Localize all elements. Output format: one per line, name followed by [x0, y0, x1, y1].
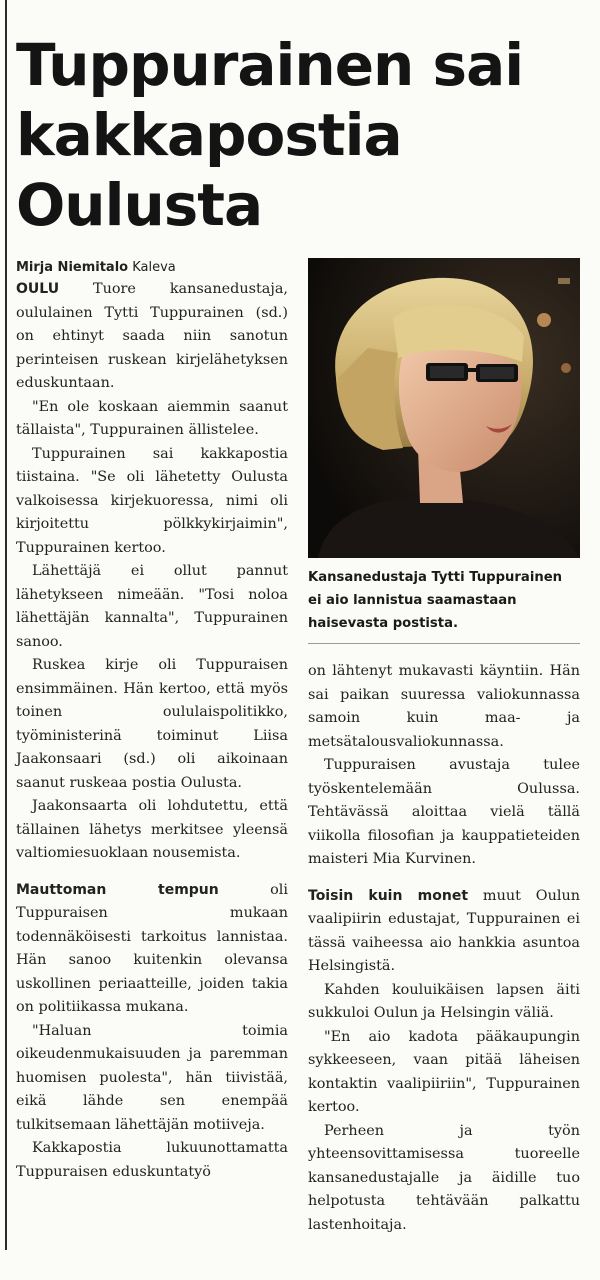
subhead-lead: Toisin kuin monet	[308, 887, 469, 904]
paragraph: Perheen ja työn yhteensovittamisessa tuoreelle kansanedustajalle ja äidille tuo helpotusta tehtävään palkattu lastenhoitaja.	[308, 1122, 580, 1233]
byline	[16, 258, 288, 278]
paragraph: Kakkapostia lukuunottamatta Tuppuraisen eduskuntatyö	[16, 1140, 288, 1180]
paragraph	[16, 879, 288, 1020]
paragraph: Lähettäjä ei ollut pannut lähetykseen nimeään. "Tosi noloa lähettäjän kannalta", Tuppurainen sanoo.	[16, 563, 288, 650]
subhead-lead: Mauttoman tempun	[16, 881, 219, 898]
paragraph	[308, 885, 580, 979]
caption-divider	[308, 643, 580, 644]
paragraph: "En aio kadota pääkaupungin sykkeeseen, vaan pitää läheisen kontaktin vaalipiiriin", Tuppurainen kertoo.	[308, 1028, 580, 1115]
paragraph: "En ole koskaan aiemmin saanut tällaista", Tuppurainen ällistelee.	[16, 398, 288, 438]
article-column-2	[308, 660, 580, 1237]
headline: Tuppurainen sai kakkapostia Oulusta	[16, 31, 524, 239]
paragraph: Ruskea kirje oli Tuppuraisen ensimmäinen. Hän kertoo, että myös toinen oululaispolitikko, työministerinä toiminut Liisa Jaakonsaari (sd.) oli aikoinaan saanut ruskeaa postia Oulusta.	[16, 657, 288, 791]
paragraph: Tuppurainen sai kakkapostia tiistaina. "Se oli lähetetty Oulusta valkoisessa kirjekuoressa, nimi oli kirjoitettu pölkkykirjaimin", Tuppurainen kertoo.	[16, 445, 288, 556]
paragraph: Tuppuraisen avustaja tulee työskentelemään Oulussa. Tehtävässä aloittaa vielä tällä viikolla filosofian ja kauppatieteiden maisteri Mia Kurvinen.	[308, 757, 580, 867]
paragraph: Jaakonsaarta oli lohdutettu, että tällainen lähetys merkitsee yleensä valtiomiesuoklaan nousemista.	[16, 798, 288, 861]
paragraph: on lähtenyt mukavasti käyntiin. Hän sai paikan suuressa valiokunnassa samoin kuin maa- ja metsätalousvaliokunnassa.	[308, 663, 580, 750]
paragraph-text: oli Tuppuraisen mukaan todennäköisesti tarkoitus lannistaa. Hän sanoo kuitenkin olevansa uskollinen periaatteille, joiden takia on politiikassa mukana.	[16, 881, 288, 1015]
paragraph: "Haluan toimia oikeudenmukaisuuden ja paremman huomisen puolesta", hän tiivistää, eikä lähde sen enempää tulkitsemaan lähettäjän motiiveja.	[16, 1022, 288, 1133]
column-rule	[5, 0, 7, 1250]
portrait-image	[308, 258, 580, 558]
paragraph: Kahden kouluikäisen lapsen äiti sukkuloi Oulun ja Helsingin väliä.	[308, 981, 580, 1021]
article-column-1	[16, 258, 288, 1184]
byline-author: Mirja Niemitalo	[16, 260, 129, 275]
dateline: OULU	[16, 281, 60, 297]
photo-caption: Kansanedustaja Tytti Tuppurainen ei aio lannistua saamastaan haisevasta postista.	[308, 570, 563, 631]
paragraph-text: Tuore kansanedustaja, oululainen Tytti Tuppurainen (sd.) on ehtinyt saada niin sanotun perinteisen ruskean kirjelähetyksen eduskuntaan.	[16, 281, 288, 391]
article-photo	[308, 258, 580, 558]
byline-publication: Kaleva	[132, 260, 176, 275]
paragraph-text: muut Oulun vaalipiirin edustajat, Tuppurainen ei tässä vaiheessa aio hankkia asuntoa Helsingistä.	[308, 887, 580, 974]
paragraph	[16, 278, 288, 396]
